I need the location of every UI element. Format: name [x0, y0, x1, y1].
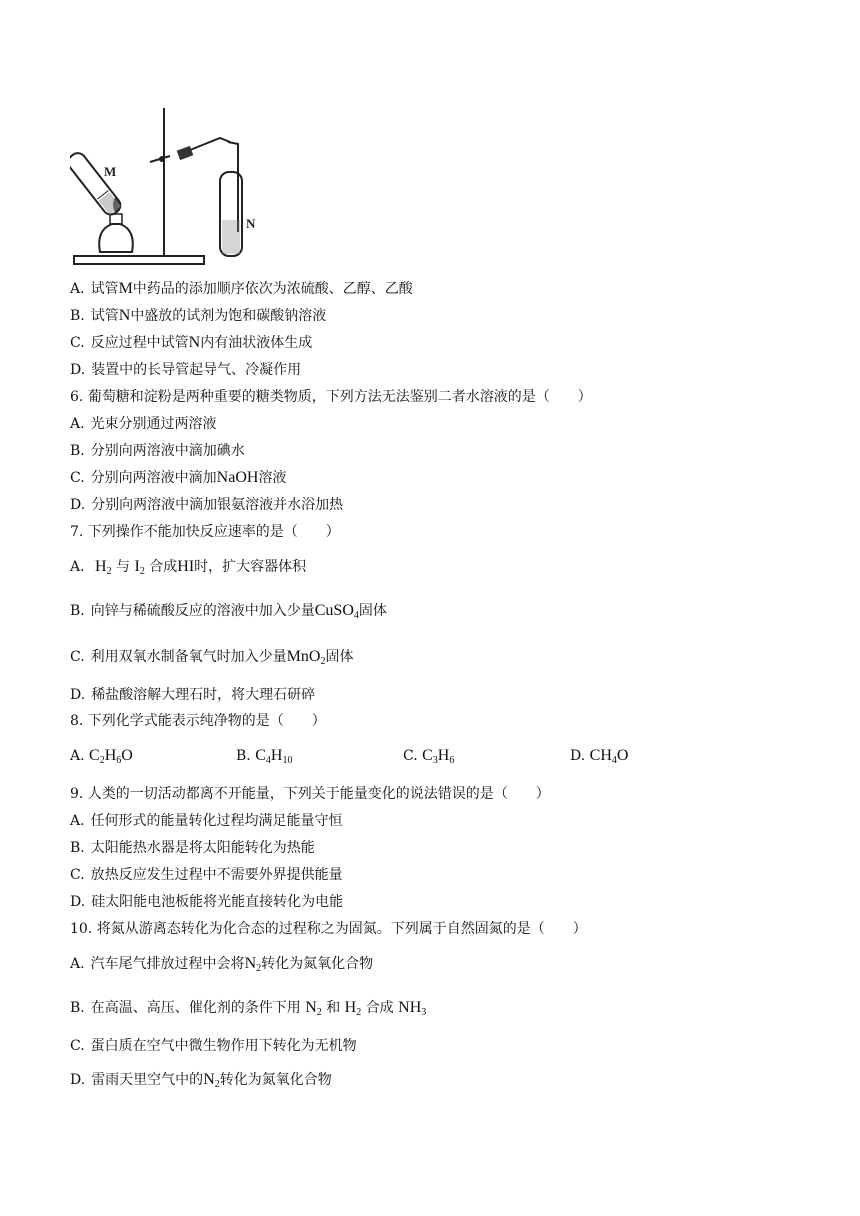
q7-option-b: B. 向锌与稀硫酸反应的溶液中加入少量CuSO$_4$固体	[70, 602, 387, 621]
q6-option-a: A. 光束分别通过两溶液	[70, 416, 217, 432]
q10-stem: 10. 将氮从游离态转化为化合态的过程称之为固氮。下列属于自然固氮的是（ ）	[70, 921, 587, 937]
q10-option-a: A. 汽车尾气排放过程中会将$N_2$转化为氮氧化合物	[70, 955, 374, 974]
q8-stem: 8. 下列化学式能表示纯净物的是（ ）	[70, 713, 326, 729]
q9-option-b: B. 太阳能热水器是将太阳能转化为热能	[70, 840, 315, 856]
q9-stem: 9. 人类的一切活动都离不开能量，下列关于能量变化的说法错误的是（ ）	[70, 786, 550, 802]
q9-option-d: D. 硅太阳能电池板能将光能直接转化为电能	[70, 894, 344, 910]
q7-option-d: D. 稀盐酸溶解大理石时，将大理石研碎	[70, 687, 316, 703]
esterification-apparatus-figure	[70, 100, 270, 270]
q5-option-b: B. 试管N中盛放的试剂为饱和碳酸钠溶液	[70, 307, 327, 324]
q5-option-a: A. 试管M中药品的添加顺序依次为浓硫酸、乙醇、乙酸	[70, 280, 413, 297]
q8-option-b: B. $C_4H_{10}$	[236, 747, 293, 766]
q6-stem: 6. 葡萄糖和淀粉是两种重要的糖类物质，下列方法无法鉴别二者水溶液的是（ ）	[70, 389, 592, 405]
q10-option-c: C. 蛋白质在空气中微生物作用下转化为无机物	[70, 1038, 357, 1054]
q9-option-a: A. 任何形式的能量转化过程均满足能量守恒	[70, 813, 343, 829]
label-n: N	[246, 216, 256, 231]
q6-option-d: D. 分别向两溶液中滴加银氨溶液并水浴加热	[70, 497, 344, 513]
q9-option-c: C. 放热反应发生过程中不需要外界提供能量	[70, 867, 343, 883]
q8-option-a: A. $C_2H_6O$	[70, 747, 133, 766]
apparatus-diagram	[70, 100, 270, 270]
q6-option-c: C. 分别向两溶液中滴加NaOH溶液	[70, 469, 287, 486]
q10-option-d: D. 雷雨天里空气中的$N_2$转化为氮氧化合物	[70, 1071, 332, 1090]
q8-option-c: C. $C_3H_6$	[403, 747, 455, 766]
q7-option-c: C. 利用双氧水制备氧气时加入少量MnO$_2$固体	[70, 648, 354, 667]
q7-stem: 7. 下列操作不能加快反应速率的是（ ）	[70, 524, 340, 540]
q5-option-c: C. 反应过程中试管N内有油状液体生成	[70, 334, 313, 351]
q8-option-d: D. $CH_4O$	[570, 747, 629, 766]
label-m: M	[104, 164, 117, 179]
q7-option-a: A. $H_2$ 与 $I_2$ 合成HI时，扩大容器体积	[70, 558, 307, 577]
q5-option-d: D. 装置中的长导管起导气、冷凝作用	[70, 362, 302, 378]
q10-option-b: B. 在高温、高压、催化剂的条件下用 $N_2$ 和 $H_2$ 合成 $NH_3$	[70, 999, 427, 1018]
q6-option-b: B. 分别向两溶液中滴加碘水	[70, 443, 245, 459]
